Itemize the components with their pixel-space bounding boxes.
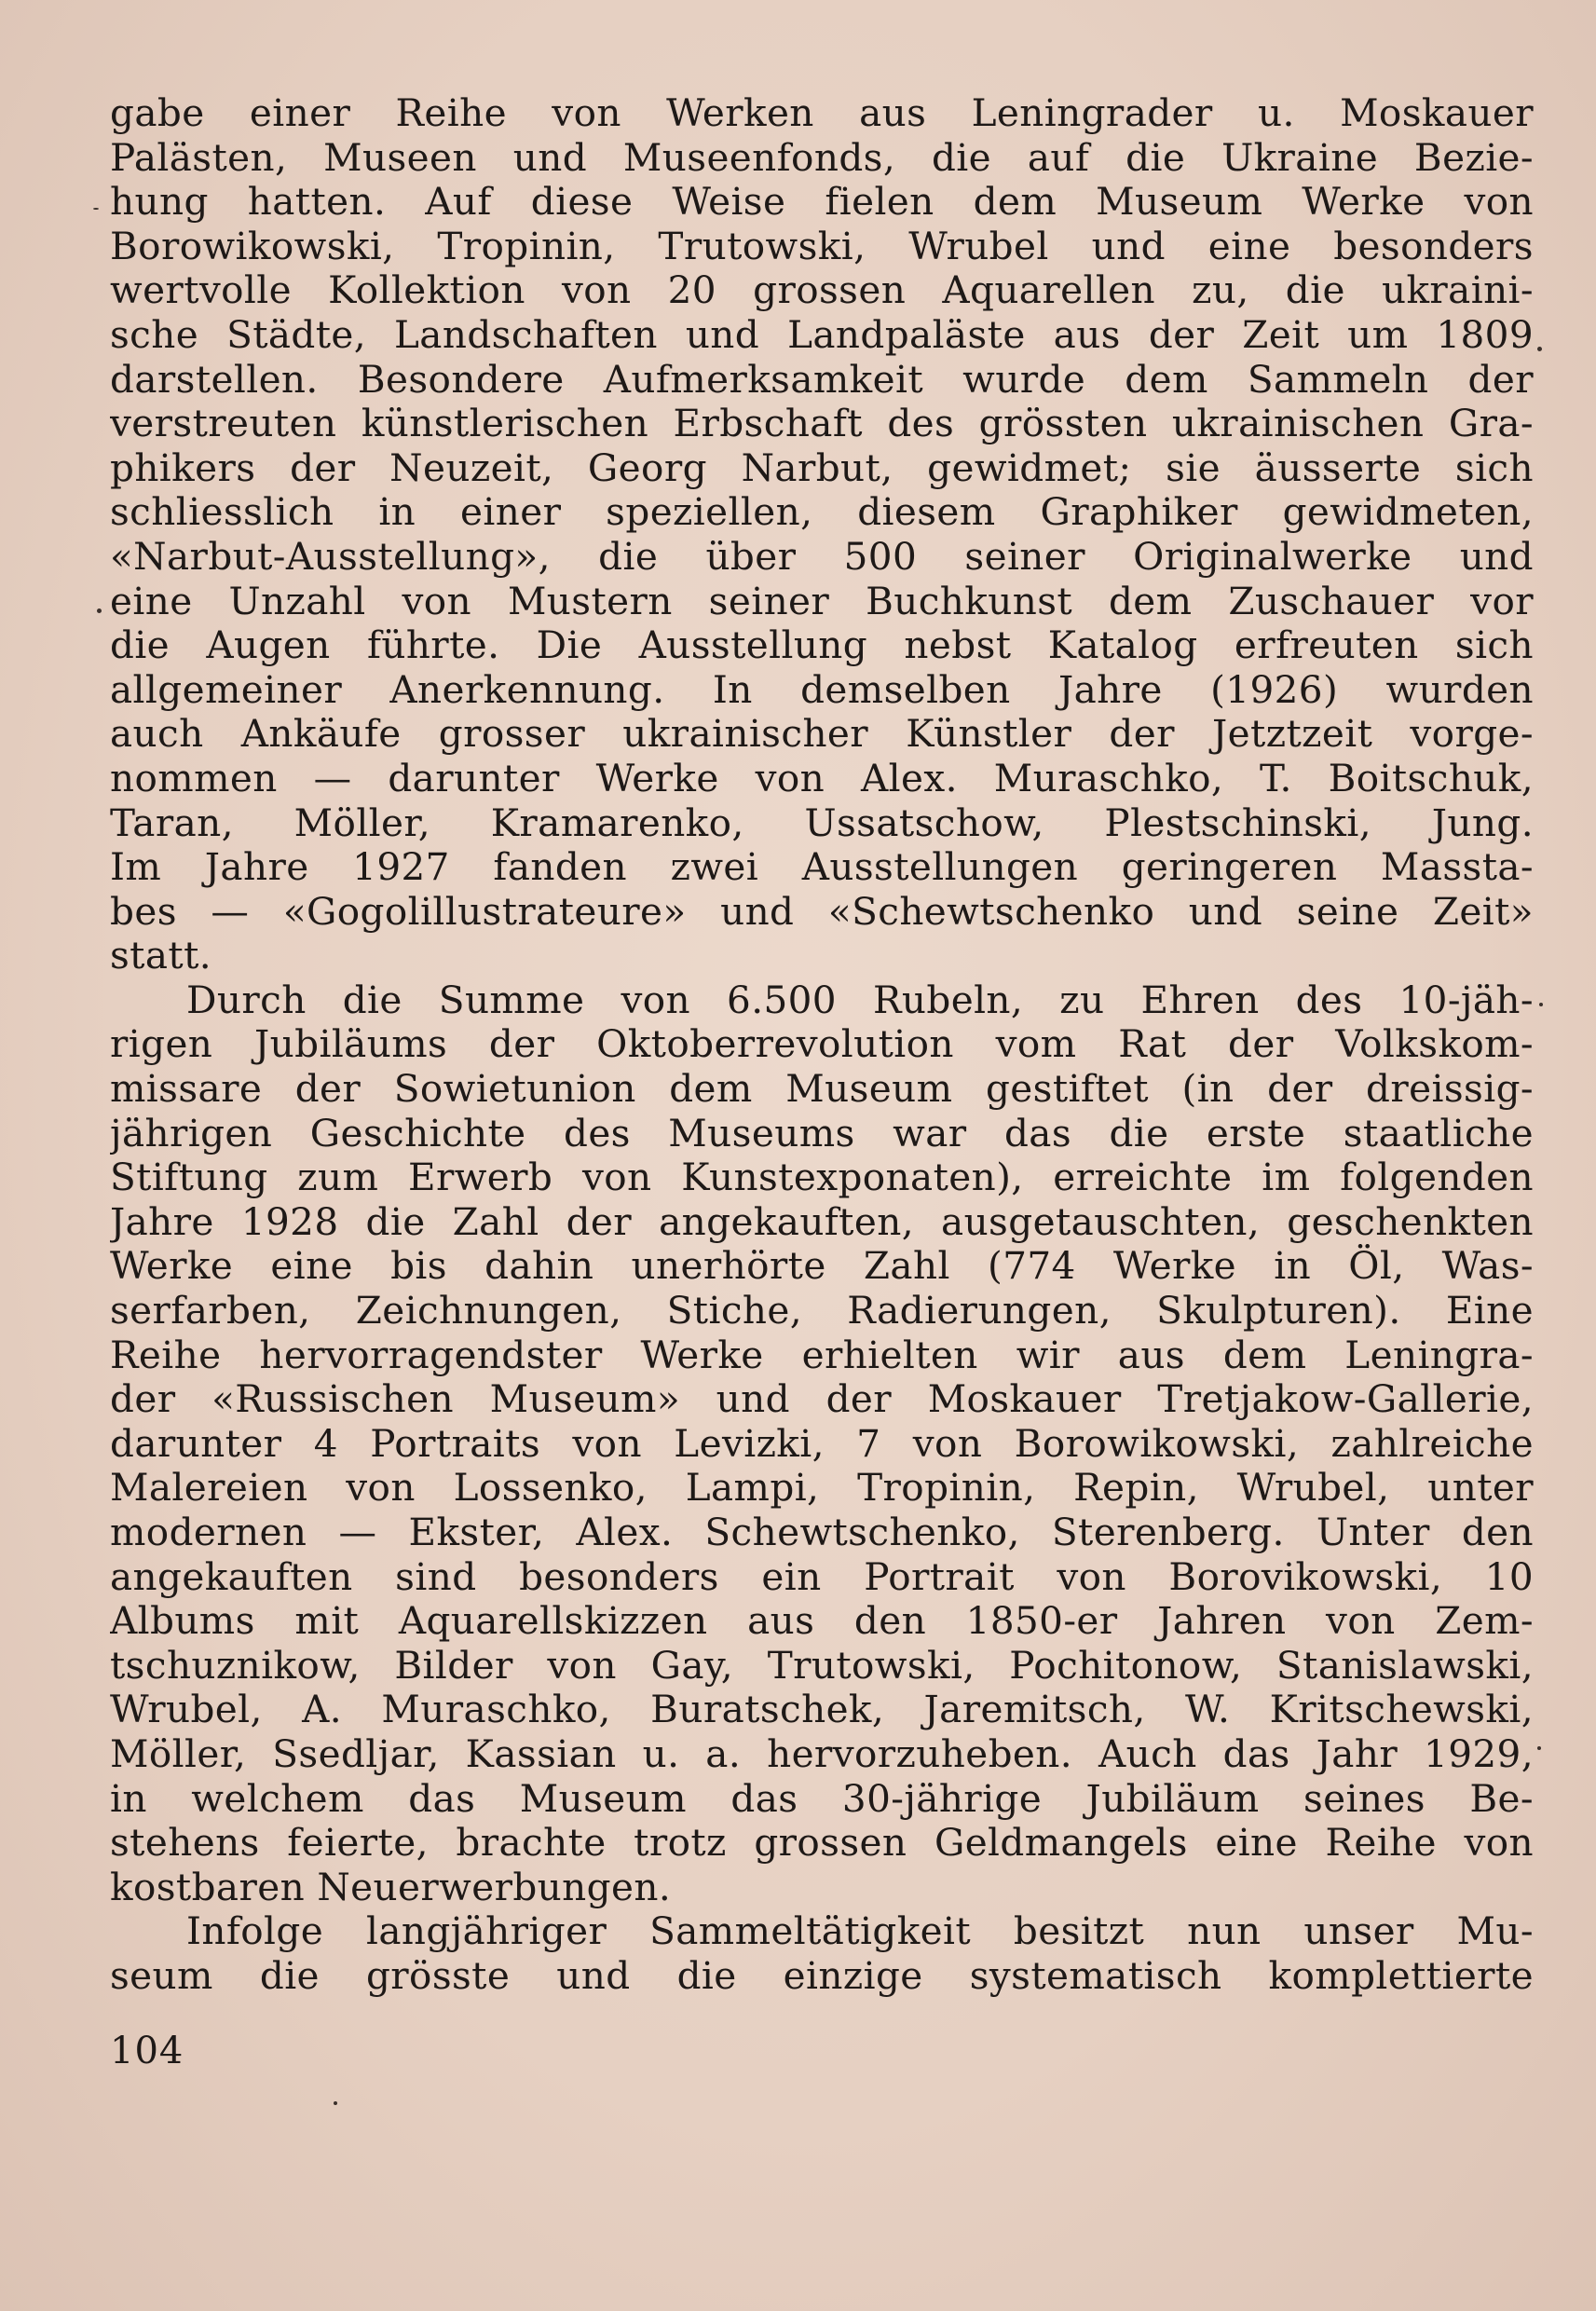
body-text: [110, 91, 1534, 1999]
text-line: der «Russischen Museum» und der Moskauer Tretjakow-Gallerie,: [110, 1377, 1534, 1422]
text-line: Durch die Summe von 6.500 Rubeln, zu Ehren des 10-jäh-: [186, 978, 1534, 1022]
text-line: Reihe hervorragendster Werke erhielten wir aus dem Leningra-: [110, 1333, 1534, 1377]
text-line: eine Unzahl von Mustern seiner Buchkunst dem Zuschauer vor: [110, 579, 1534, 623]
text-line: darunter 4 Portraits von Levizki, 7 von Borowikowski, zahlreiche: [110, 1421, 1534, 1466]
ink-speck: [334, 2101, 337, 2105]
ink-speck: [97, 609, 102, 613]
text-line: phikers der Neuzeit, Georg Narbut, gewidmet; sie äusserte sich: [110, 445, 1534, 490]
text-line: Im Jahre 1927 fanden zwei Ausstellungen geringeren Massta-: [110, 845, 1534, 890]
text-line: auch Ankäufe grosser ukrainischer Künstler der Jetztzeit vorge-: [110, 712, 1534, 757]
text-line: Infolge langjähriger Sammeltätigkeit besitzt nun unser Mu-: [186, 1909, 1534, 1954]
text-line: jährigen Geschichte des Museums war das die erste staatliche: [110, 1111, 1534, 1156]
text-line: angekauften sind besonders ein Portrait von Borovikowski, 10: [110, 1554, 1534, 1599]
text-line: bes — «Gogolillustrateure» und «Schewtschenko und seine Zeit»: [110, 889, 1534, 934]
text-line: gabe einer Reihe von Werken aus Leningrader u. Moskauer: [110, 91, 1534, 135]
text-line: seum die grösste und die einzige systematisch komplettierte: [110, 1953, 1534, 1998]
text-line: rigen Jubiläums der Oktoberrevolution vom Rat der Volkskom-: [110, 1022, 1534, 1067]
text-line: Werke eine bis dahin unerhörte Zahl (774 Werke in Öl, Was-: [110, 1244, 1534, 1289]
text-line: statt.: [110, 934, 212, 978]
text-line: schliesslich in einer speziellen, diesem Graphiker gewidmeten,: [110, 490, 1534, 535]
page-number: 104: [110, 2030, 184, 2072]
text-line: darstellen. Besondere Aufmerksamkeit wurde dem Sammeln der: [110, 357, 1534, 402]
text-line: Möller, Ssedljar, Kassian u. a. hervorzuheben. Auch das Jahr 1929,: [110, 1731, 1534, 1776]
text-line: in welchem das Museum das 30-jährige Jubiläum seines Be-: [110, 1776, 1534, 1821]
ink-speck: [1537, 1746, 1541, 1750]
text-line: Palästen, Museen und Museenfonds, die auf die Ukraine Bezie-: [110, 135, 1534, 180]
text-line: stehens feierte, brachte trotz grossen Geldmangels eine Reihe von: [110, 1821, 1534, 1866]
text-line: verstreuten künstlerischen Erbschaft des grössten ukrainischen Gra-: [110, 402, 1534, 446]
ink-speck: [1537, 347, 1542, 351]
paragraph: [110, 1909, 1534, 1998]
text-line: nommen — darunter Werke von Alex. Muraschko, T. Boitschuk,: [110, 756, 1534, 800]
text-line: missare der Sowietunion dem Museum gestiftet (in der dreissig-: [110, 1067, 1534, 1112]
text-line: sche Städte, Landschaften und Landpaläste aus der Zeit um 1809: [110, 312, 1534, 357]
text-line: tschuznikow, Bilder von Gay, Trutowski, Pochitonow, Stanislawski,: [110, 1643, 1534, 1688]
paragraph: [110, 978, 1534, 1909]
text-line: «Narbut-Ausstellung», die über 500 seiner Originalwerke und: [110, 534, 1534, 579]
text-line: hung hatten. Auf diese Weise fielen dem Museum Werke von: [110, 180, 1534, 225]
text-line: serfarben, Zeichnungen, Stiche, Radierungen, Skulpturen). Eine: [110, 1289, 1534, 1333]
text-line: Albums mit Aquarellskizzen aus den 1850-er Jahren von Zem-: [110, 1599, 1534, 1644]
ink-speck: [1539, 1003, 1543, 1006]
text-line: wertvolle Kollektion von 20 grossen Aquarellen zu, die ukraini-: [110, 268, 1534, 313]
text-line: Wrubel, A. Muraschko, Buratschek, Jaremitsch, W. Kritschewski,: [110, 1688, 1534, 1732]
text-line: Stiftung zum Erwerb von Kunstexponaten), erreichte im folgenden: [110, 1156, 1534, 1200]
text-line: Jahre 1928 die Zahl der angekauften, ausgetauschten, geschenkten: [110, 1199, 1534, 1244]
text-line: kostbaren Neuerwerbungen.: [110, 1865, 672, 1909]
text-line: allgemeiner Anerkennung. In demselben Jahre (1926) wurden: [110, 667, 1534, 712]
text-line: die Augen führte. Die Ausstellung nebst Katalog erfreuten sich: [110, 623, 1534, 668]
text-line: modernen — Ekster, Alex. Schewtschenko, Sterenberg. Unter den: [110, 1511, 1534, 1554]
text-line: Malereien von Lossenko, Lampi, Tropinin, Repin, Wrubel, unter: [110, 1466, 1534, 1511]
paragraph: [110, 91, 1534, 978]
text-line: Borowikowski, Tropinin, Trutowski, Wrubel und eine besonders: [110, 224, 1534, 268]
ink-speck: [93, 208, 99, 210]
text-line: Taran, Möller, Kramarenko, Ussatschow, Plestschinski, Jung.: [110, 800, 1534, 845]
